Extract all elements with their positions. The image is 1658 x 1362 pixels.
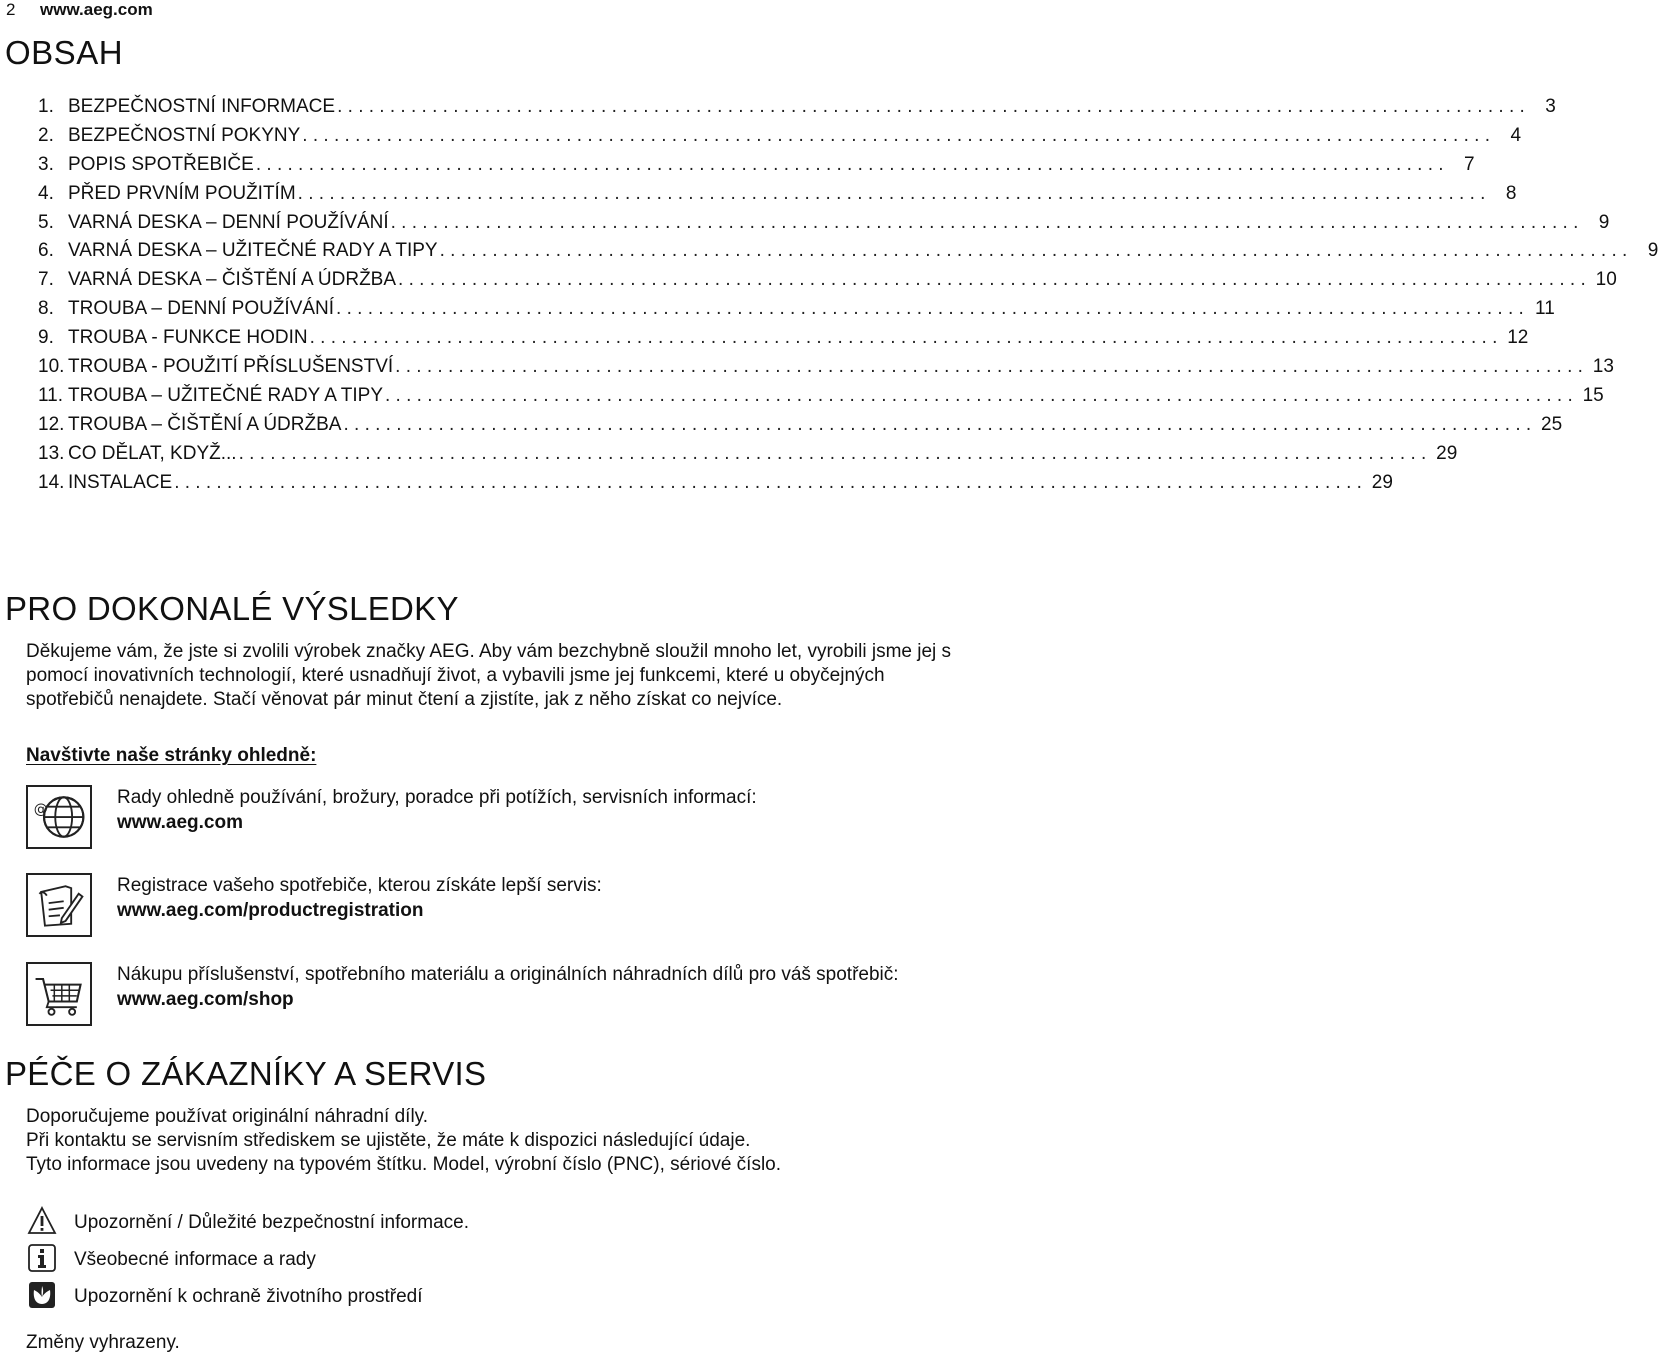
toc-item[interactable] bbox=[38, 269, 1617, 298]
toc-item-page: 29 bbox=[1436, 442, 1458, 464]
legend-info-text: Všeobecné informace a rady bbox=[74, 1249, 316, 1270]
toc-leader-dots bbox=[298, 183, 1486, 205]
toc-item-number: 8. bbox=[38, 298, 54, 320]
warning-icon bbox=[27, 1206, 57, 1236]
toc-item-number: 7. bbox=[38, 269, 54, 291]
toc-item-label: INSTALACE bbox=[68, 471, 173, 493]
toc-item-label: TROUBA - FUNKCE HODIN bbox=[68, 327, 308, 349]
toc-item-number: 10. bbox=[38, 356, 65, 378]
toc-item-page: 9 bbox=[1647, 240, 1658, 262]
toc-item[interactable] bbox=[38, 298, 1555, 327]
toc-item-number: 9. bbox=[38, 327, 54, 349]
toc-leader-dots bbox=[174, 472, 1362, 494]
toc-item-number: 6. bbox=[38, 240, 54, 262]
link-item-shop bbox=[117, 962, 947, 1012]
toc-item-number: 11. bbox=[38, 384, 64, 406]
globe-icon bbox=[26, 785, 92, 849]
service-line: Při kontaktu se servisním střediskem se ujistěte, že máte k dispozici následující údaje. bbox=[26, 1130, 751, 1151]
link-url[interactable]: www.aeg.com bbox=[117, 812, 243, 833]
footer-note: Změny vyhrazeny. bbox=[26, 1332, 180, 1353]
toc-item-number: 1. bbox=[38, 96, 54, 117]
svg-text:@: @ bbox=[33, 801, 48, 818]
service-line: Doporučujeme používat originální náhradní díly. bbox=[26, 1106, 429, 1127]
service-title: PÉČE O ZÁKAZNÍKY A SERVIS bbox=[5, 1055, 487, 1092]
site-url: www.aeg.com bbox=[40, 0, 153, 19]
toc-item-page: 3 bbox=[1545, 96, 1556, 117]
toc-item[interactable] bbox=[38, 442, 1458, 472]
toc-leader-dots bbox=[256, 154, 1444, 176]
toc-leader-dots bbox=[440, 240, 1628, 262]
toc-item[interactable] bbox=[38, 327, 1529, 356]
toc-item-number: 14. bbox=[38, 471, 65, 493]
legend-environment-text: Upozornění k ochraně životního prostředí bbox=[74, 1286, 423, 1307]
toc-leader-dots bbox=[391, 212, 1579, 234]
legend-warning-text: Upozornění / Důležité bezpečnostní informace. bbox=[74, 1212, 469, 1233]
page-header bbox=[6, 0, 153, 20]
page-number: 2 bbox=[6, 0, 16, 19]
table-of-contents bbox=[38, 96, 1658, 500]
link-item-support bbox=[117, 785, 947, 835]
note-pen-icon bbox=[26, 873, 92, 937]
toc-item-page: 11 bbox=[1535, 298, 1555, 320]
toc-item-label: PŘED PRVNÍM POUŽITÍM bbox=[68, 182, 296, 204]
toc-item-label: BEZPEČNOSTNÍ INFORMACE bbox=[68, 96, 336, 117]
link-description: Rady ohledně používání, brožury, poradce při potížích, servisních informací: bbox=[117, 787, 757, 808]
toc-item-label: TROUBA - POUŽITÍ PŘÍSLUŠENSTVÍ bbox=[68, 356, 394, 378]
info-icon bbox=[27, 1243, 57, 1273]
toc-leader-dots bbox=[310, 327, 1498, 349]
toc-item[interactable] bbox=[38, 96, 1556, 125]
toc-item[interactable] bbox=[38, 182, 1517, 212]
toc-leader-dots bbox=[336, 298, 1524, 320]
toc-item-label: VARNÁ DESKA – ČIŠTĚNÍ A ÚDRŽBA bbox=[68, 269, 397, 291]
visit-heading: Navštivte naše stránky ohledně: bbox=[26, 745, 317, 766]
toc-leader-dots bbox=[395, 356, 1583, 378]
toc-leader-dots bbox=[398, 269, 1586, 291]
link-description: Registrace vašeho spotřebiče, kterou získáte lepší servis: bbox=[117, 875, 602, 896]
toc-title: OBSAH bbox=[5, 34, 124, 71]
toc-item-label: VARNÁ DESKA – DENNÍ POUŽÍVÁNÍ bbox=[68, 211, 389, 233]
toc-item-page: 9 bbox=[1598, 211, 1610, 233]
toc-item-page: 13 bbox=[1592, 356, 1614, 378]
toc-item-label: VARNÁ DESKA – UŽITEČNÉ RADY A TIPY bbox=[68, 240, 438, 262]
link-url[interactable]: www.aeg.com/shop bbox=[117, 989, 294, 1010]
toc-item[interactable] bbox=[38, 471, 1393, 501]
toc-item-label: POPIS SPOTŘEBIČE bbox=[68, 153, 254, 175]
toc-item-page: 7 bbox=[1463, 153, 1475, 175]
toc-item[interactable] bbox=[38, 153, 1475, 183]
toc-item-number: 3. bbox=[38, 153, 54, 175]
service-line: Tyto informace jsou uvedeny na typovém štítku. Model, výrobní číslo (PNC), sériové číslo. bbox=[26, 1154, 782, 1175]
toc-item-label: TROUBA – UŽITEČNÉ RADY A TIPY bbox=[68, 384, 383, 406]
toc-leader-dots bbox=[239, 443, 1427, 465]
toc-leader-dots bbox=[385, 385, 1573, 407]
toc-item-label: TROUBA – DENNÍ POUŽÍVÁNÍ bbox=[68, 298, 335, 320]
toc-item-page: 10 bbox=[1595, 269, 1617, 291]
toc-leader-dots bbox=[337, 96, 1525, 118]
toc-item-label: BEZPEČNOSTNÍ POKYNY bbox=[68, 124, 301, 146]
toc-item-number: 12. bbox=[38, 413, 65, 435]
toc-item-page: 12 bbox=[1507, 327, 1529, 349]
toc-item-number: 4. bbox=[38, 182, 54, 204]
toc-leader-dots bbox=[343, 414, 1531, 436]
toc-item[interactable] bbox=[38, 384, 1604, 414]
shopping-cart-icon bbox=[26, 962, 92, 1026]
toc-item-page: 4 bbox=[1510, 124, 1522, 146]
toc-item-label: TROUBA – ČIŠTĚNÍ A ÚDRŽBA bbox=[68, 413, 342, 435]
service-info bbox=[26, 1105, 956, 1177]
toc-item[interactable] bbox=[38, 124, 1522, 154]
environment-icon bbox=[27, 1280, 57, 1310]
toc-item-number: 13. bbox=[38, 442, 65, 464]
toc-leader-dots bbox=[302, 125, 1490, 147]
link-description: Nákupu příslušenství, spotřebního materiálu a originálních náhradních dílů pro váš spotřebič: bbox=[117, 964, 899, 985]
toc-item-number: 2. bbox=[38, 124, 54, 146]
link-url[interactable]: www.aeg.com/productregistration bbox=[117, 900, 424, 921]
results-title: PRO DOKONALÉ VÝSLEDKY bbox=[5, 590, 459, 627]
toc-item-page: 25 bbox=[1541, 413, 1563, 435]
toc-item-label: CO DĚLAT, KDYŽ... bbox=[68, 442, 237, 464]
results-intro: Děkujeme vám, že jste si zvolili výrobek značky AEG. Aby vám bezchybně sloužil mnoho let, vyrobili jsme jej s pomocí inovativních technologií, které usnadňují život, a vybavili jsme jej funkcemi, které u obyčejných spotřebičů nenajdete. Stačí věnovat pár minut čtení a zjistíte, jak z něho získat co nejvíce. bbox=[26, 641, 952, 710]
toc-item-page: 29 bbox=[1371, 471, 1393, 493]
toc-item-number: 5. bbox=[38, 211, 54, 233]
toc-item[interactable] bbox=[38, 240, 1658, 269]
link-item-registration bbox=[117, 873, 947, 923]
toc-item-page: 8 bbox=[1505, 182, 1517, 204]
toc-item[interactable] bbox=[38, 413, 1563, 443]
toc-item[interactable] bbox=[38, 211, 1610, 241]
toc-item[interactable] bbox=[38, 356, 1614, 385]
toc-item-page: 15 bbox=[1582, 384, 1604, 406]
